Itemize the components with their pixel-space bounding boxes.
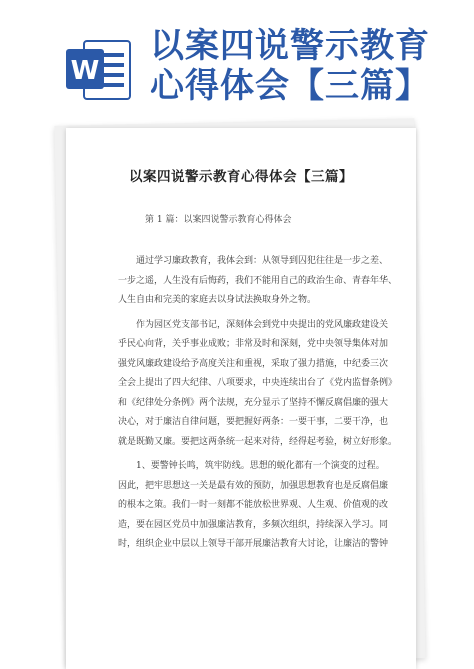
banner (0, 0, 474, 118)
body-line: 时，组织企业中层以上领导干部开展廉洁教育大讨论，让廉洁的警钟 (118, 539, 389, 549)
document-title: 以案四说警示教育心得体会【三篇】 (129, 169, 353, 185)
body-line: 人生自由和完美的家庭去以身试法换取身外之物。 (118, 295, 317, 305)
section-heading: 第 1 篇：以案四说警示教育心得体会 (145, 215, 292, 225)
body-line: 全会上提出了四大纪律、八项要求，中央连续出台了《党内监督条例》 (118, 378, 398, 388)
body-line: 乎民心向背，关乎事业成败；非常及时和深刻，党中央领导集体对加 (118, 339, 389, 349)
body-line: 决心，对于廉洁自律问题，要把握好两条：一要干事，二要干净，也 (118, 417, 389, 427)
body-line: 因此，把牢思想这一关是最有效的预防，加强思想教育也是反腐倡廉 (118, 480, 389, 491)
page-fade (66, 639, 416, 669)
document-body (118, 252, 396, 555)
document-page (66, 128, 416, 669)
body-line: 就是既勤又廉。要把这两条统一起来对待，经得起考验，树立好形象。 (118, 436, 398, 447)
banner-title-line-2: 心得体会【三篇】 (150, 66, 430, 106)
word-document-icon (62, 33, 134, 105)
body-line: 通过学习廉政教育，我体会到：从领导到囚犯往往是一步之差、 (136, 256, 389, 266)
body-line: 作为园区党支部书记，深刻体会到党中央提出的党风廉政建设关 (136, 319, 389, 330)
body-line: 的根本之策。我们一时一刻都不能放松世界观、人生观、价值观的改 (118, 500, 389, 510)
banner-title-line-1: 以案四说警示教育 (150, 26, 430, 66)
body-line: 强党风廉政建设给予高度关注和重视，采取了强力措施，中纪委三次 (118, 358, 389, 369)
body-line: 造，要在园区党员中加强廉洁教育，多频次组织，持续深入学习。同 (118, 519, 389, 530)
body-line: 一步之遥，人生没有后悔药，我们不能用自己的政治生命、青春年华、 (118, 275, 398, 286)
logo-letter: W (70, 56, 100, 86)
body-line: 1、要警钟长鸣，筑牢防线。思想的蜕化都有一个演变的过程。 (136, 461, 385, 471)
banner-title (150, 26, 470, 106)
body-line: 和《纪律处分条例》两个法规，充分显示了坚持不懈反腐倡廉的强大 (118, 397, 389, 408)
